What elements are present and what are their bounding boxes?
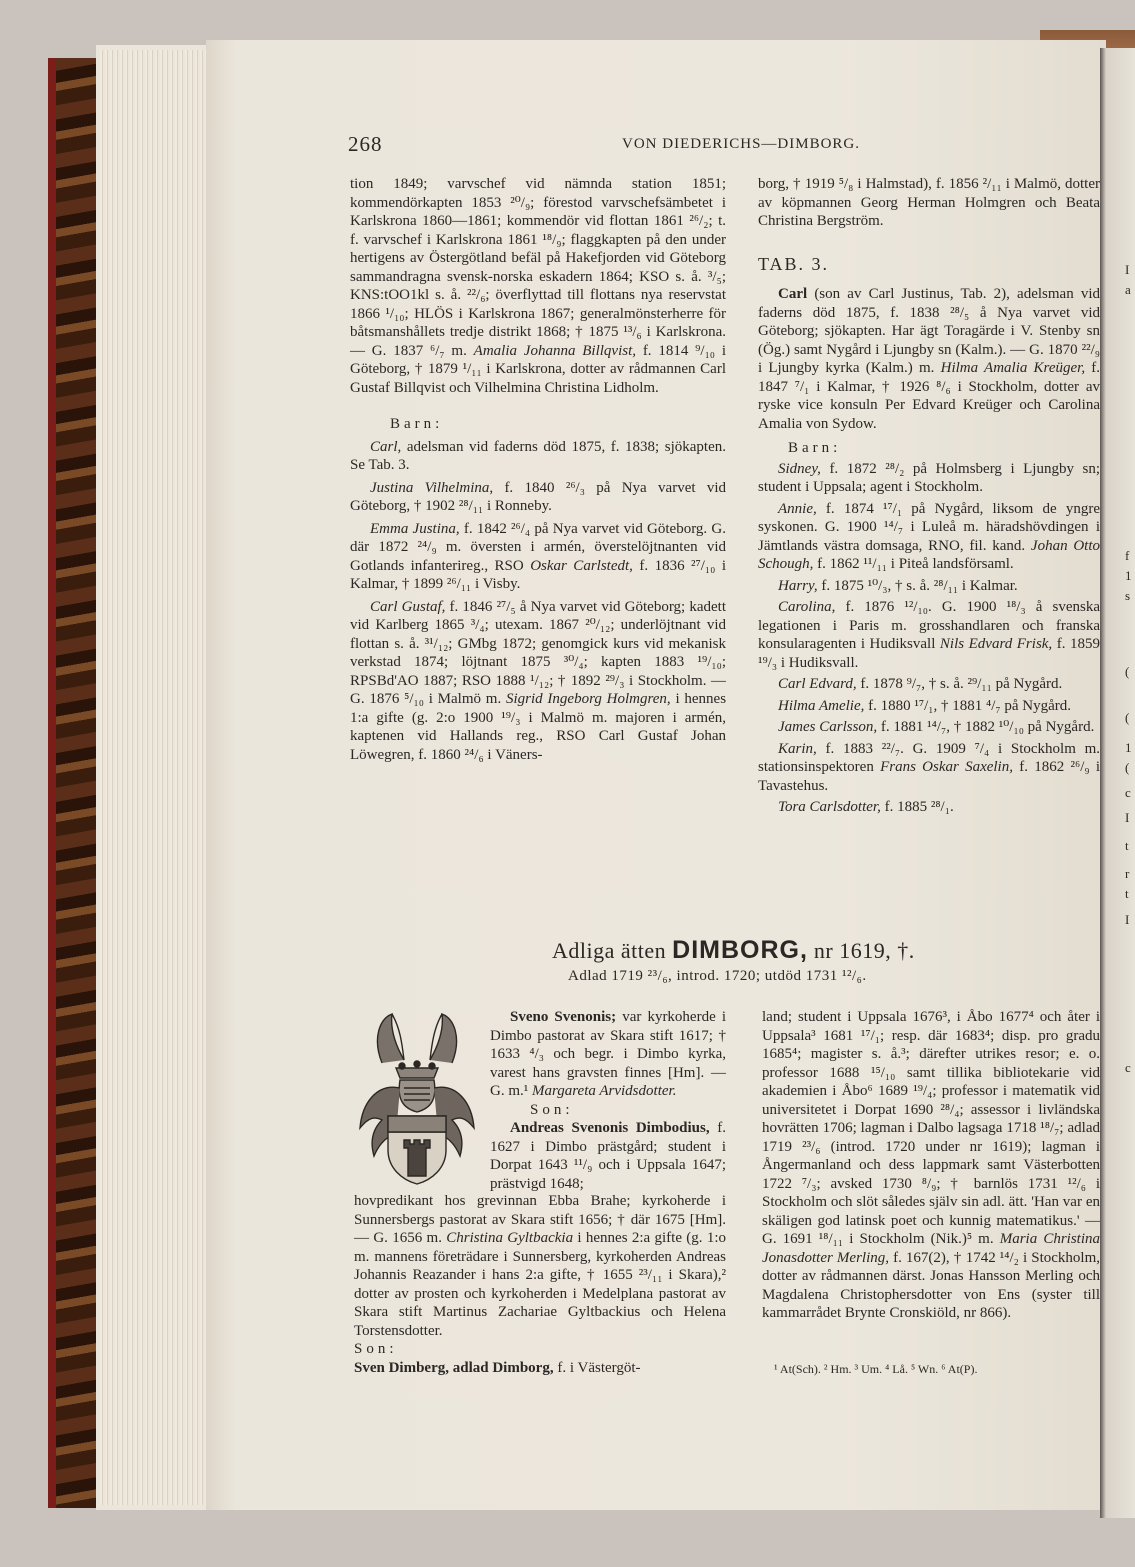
- facing-page-letter: t: [1125, 838, 1129, 853]
- child-entry: Hilma Amelie, f. 1880 ¹⁷/₁, † 1881 ⁴/₇ på Nygård.: [778, 697, 1072, 714]
- children-label: Barn:: [390, 416, 444, 432]
- right-column: [758, 175, 1100, 817]
- facing-page-letter: c: [1125, 785, 1131, 800]
- son-label: Son:: [354, 1341, 398, 1357]
- left-column: [350, 175, 726, 764]
- paragraph: tion 1849; varvschef vid nämnda station 1851; kommendörkapten 1853 ²⁰/₉; förestod varvschefsämbetet i Karlskrona 1860—1861; kommendör vid flottan 1861 ²⁶/₂; t. f. varvschef i Karlskrona 1861 ¹⁸/₉; flaggkapten på den under hertigens av Östergötland befäl på Hakefjorden vid Göteborg sammandragna svensk-norska eskadern 1864; KSO s. å. ³/₅; KNS:tOO1kl s. å. ²²/₆; överflyttad till flottans nya reservstat 1866 ¹/₁₀; HLÖS i Karlskrona 1867; generalmönsterherre för båtsmanshållets tredje distrikt 1868; † 1875 ¹³/₆ i Karlskrona. — G. 1837 ⁶/₇ m. Amalia Johanna Billqvist, f. 1814 ⁹/₁₀ i Göteborg, † 1879 ¹/₁₁ i Karlskrona, dotter av rådmannen Carl Gustaf Billqvist och Vilhelmina Christina Lidholm.: [350, 176, 726, 396]
- facing-page-letter: (: [1125, 710, 1130, 725]
- facing-page-letter: 1: [1125, 568, 1132, 583]
- sven-entry: [762, 1008, 1100, 1323]
- child-entry: Carl, adelsman vid faderns död 1875, f. 1838; sjökapten. Se Tab. 3.: [350, 438, 726, 473]
- facing-page-letter: (: [1125, 664, 1130, 679]
- child-entry: Annie, f. 1874 ¹⁷/₁ på Nygård, liksom de yngre syskonen. G. 1900 ¹⁴/₇ i Luleå m. häradshövdingen i Jämtlands västra domsaga, RNO, fil. kand. Johan Otto Schough, f. 1862 ¹¹/₁₁ i Piteå landsförsaml.: [758, 500, 1101, 572]
- facing-page-letter: 1: [1125, 740, 1132, 755]
- child-entry: Harry, f. 1875 ¹⁰/₃, † s. å. ²⁸/₁₁ i Kalmar.: [778, 577, 1018, 594]
- facing-page-letter: c: [1125, 1060, 1131, 1075]
- facing-page-letter: f: [1125, 548, 1130, 563]
- son-label: Son:: [530, 1101, 574, 1118]
- paragraph: borg, † 1919 ⁵/₈ i Halmstad), f. 1856 ²/₁₁ i Malmö, dotter av köpmannen Georg Herman Holmgren och Beata Christina Bergström.: [758, 176, 1100, 229]
- page-stack: [100, 50, 210, 1505]
- facing-page-letter: a: [1125, 282, 1131, 297]
- person-entry: Carl (son av Carl Justinus, Tab. 2), adelsman vid faderns död 1875, f. 1838 ²⁸/₅ å Nya varvet vid Göteborg; sjökapten. Har ägt Toragärde i V. Stenby sn (Ög.) samt Nygård i Ljungby sn (Kalm.). — G. 1870 ²²/₉ i Ljungby kyrka (Kalm.) m. Hilma Amalia Kreüger, f. 1847 ⁷/₁ i Kalmar, † 1926 ⁸/₆ i Stockholm, dotter av ryske vice konsuln Per Edvard Kreüger och Carolina Amalia von Sydow.: [758, 286, 1101, 432]
- child-entry: Emma Justina, f. 1842 ²⁶/₄ på Nya varvet vid Göteborg. G. där 1872 ²⁴/₉ m. översten i armén, överstelöjtnanten vid Gotlands infanterireg., RSO Oskar Carlstedt, f. 1836 ²⁷/₁₀ i Kalmar, † 1899 ²⁶/₁₁ i Visby.: [350, 520, 727, 592]
- coat-of-arms-icon: [352, 1008, 482, 1188]
- paragraph: hovpredikant hos grevinnan Ebba Brahe; kyrkoherde i Sunnersbergs pastorat av Skara stift 1656; † där 1675 [Hm]. — G. 1656 m. Christina Gyltbackia i hennes 2:a gifte (g. 1:o m. mannens företrädare i Sunnersberg, kyrkoherden Andreas Johannis Reazander i hans 2:a gifte, † 1655 ²³/₁₁ i Skara),² dotter av prosten och kyrkoherden i Medelplana pastorat av Skara stift Martinus Zachariae Gyltbackius och Helena Torstensdotter.: [354, 1193, 727, 1339]
- child-entry: Carl Gustaf, f. 1846 ²⁷/₅ å Nya varvet vid Göteborg; kadett vid Karlberg 1865 ³/₄; utexam. 1867 ²⁰/₁₂; underlöjtnant vid flottan s. å. ³¹/₁₂; GMbg 1872; genomgick kurs vid mekanisk verkstad 1874; löjtnant 1875 ³⁰/₄; kapten 1883 ¹⁹/₁₀; RPSBd'AO 1887; RSO 1888 ¹/₁₂; † 1892 ²⁹/₃ i Stockholm. — G. 1876 ⁵/₁₀ i Malmö m. Sigrid Ingeborg Holmgren, i hennes 1:a gifte (g. 2:o 1900 ¹⁹/₃ i Malmö m. majoren i armén, kaptenen vid Hallands reg., RSO Carl Gustaf Johan Löwegren, f. 1860 ²⁴/₆ i Väners-: [350, 598, 727, 763]
- facing-page-letter: t: [1125, 886, 1129, 901]
- child-entry: Sidney, f. 1872 ²⁸/₂ på Holmsberg i Ljungby sn; student i Uppsala; agent i Stockholm.: [758, 460, 1101, 495]
- book-cover-edge: [48, 58, 56, 1508]
- page-number: 268: [348, 132, 383, 156]
- table-heading: TAB. 3.: [758, 253, 830, 274]
- facing-page-letter: (: [1125, 760, 1130, 775]
- facing-page-edge: [1100, 48, 1135, 1518]
- facing-page-letter: r: [1125, 866, 1130, 881]
- andreas-entry: [354, 1192, 726, 1377]
- sveno-entry: [490, 1008, 726, 1193]
- footnotes: ¹ At(Sch). ² Hm. ³ Um. ⁴ Lå. ⁵ Wn. ⁶ At(P).: [774, 1362, 978, 1376]
- ennobled-line: Adlad 1719 ²³/₆, introd. 1720; utdöd 1731 ¹²/₆.: [568, 968, 867, 984]
- child-entry: James Carlsson, f. 1881 ¹⁴/₇, † 1882 ¹⁰/₁₀ på Nygård.: [778, 719, 1095, 735]
- children-label: Barn:: [788, 440, 842, 456]
- facing-page-letter: s: [1125, 588, 1131, 603]
- facing-page-letter: I: [1125, 810, 1130, 825]
- paragraph: land; student i Uppsala 1676³, i Åbo 1677⁴ och åter i Uppsala³ 1681 ¹⁷/₁; resp. där 1683⁴; disp. pro gradu 1685⁴; magister s. å.³; därefter utrikes resor; e. o. professor 1688 ¹⁵/₁₀ samt tillika bibliotekarie vid akademien i Åbo⁶ 1689 ¹⁹/₄; professor i matematik vid universitetet i Dorpat 1690 ²⁸/₄; assessor i livländska hovrätten 1706; lagman i Dalbo lagsaga 1718 ¹⁸/₇; adlad 1719 ²³/₆ (introd. 1720 under nr 1619); lagman i Ångermanland och dess lappmark samt Västerbotten 1722 ⁷/₃; avsked 1730 ⁸/₉; † barnlös 1731 ¹²/₆ i Stockholm och slöt således själv sin adl. ätt. 'Han var en skäligen god latinsk poet och kunnig matematikus.' — G. 1691 ¹⁸/₁₁ i Stockholm (Nik.)⁵ m. Maria Christina Jonasdotter Merling, f. 167(2), † 1742 ¹⁴/₂ i Stockholm, dotter av rådmannen därst. Jonas Hansson Merling och Magdalena Christophersdotter von Ens (syster till kammarrådet Brynte Cronskiöld, nr 866).: [762, 1009, 1101, 1321]
- paragraph: Sven Dimberg, adlad Dimborg, f. i Västergöt-: [354, 1359, 641, 1376]
- child-entry: Justina Vilhelmina, f. 1840 ²⁶/₃ på Nya varvet vid Göteborg, † 1902 ²⁸/₁₁ i Ronneby.: [350, 479, 726, 514]
- running-head: VON DIEDERICHS—DIMBORG.: [622, 136, 861, 152]
- paragraph: Sveno Svenonis; var kyrkoherde i Dimbo pastorat av Skara stift 1617; † 1633 ⁴/₃ och begr. i Dimbo kyrka, varest hans gravsten finnes [Hm]. — G. m.¹ Margareta Arvidsdotter.: [490, 1009, 726, 1099]
- child-entry: Carl Edvard, f. 1878 ⁹/₇, † s. å. ²⁹/₁₁ på Nygård.: [778, 676, 1063, 692]
- paragraph: Andreas Svenonis Dimbodius, f. 1627 i Dimbo prästgård; student i Dorpat 1643 ¹¹/₉ och i Uppsala 1647; prästvigd 1648;: [490, 1120, 726, 1192]
- facing-page-letter: I: [1125, 262, 1130, 277]
- child-entry: Carolina, f. 1876 ¹²/₁₀. G. 1900 ¹⁸/₃ å svenska legationen i Paris m. grosshandlaren och franska konsularagenten i Hudiksvall Nils Edvard Frisk, f. 1859 ¹⁹/₃ i Hudiksvall.: [758, 599, 1101, 671]
- child-entry: Tora Carlsdotter, f. 1885 ²⁸/₁.: [778, 799, 954, 815]
- facing-page-letter: I: [1125, 912, 1130, 927]
- child-entry: Karin, f. 1883 ²²/₇. G. 1909 ⁷/₄ i Stockholm m. stationsinspektoren Frans Oskar Saxelin, f. 1862 ²⁶/₉ i Tavastehus.: [758, 740, 1101, 794]
- family-heading: Adliga ätten DIMBORG, nr 1619, †.: [552, 936, 915, 964]
